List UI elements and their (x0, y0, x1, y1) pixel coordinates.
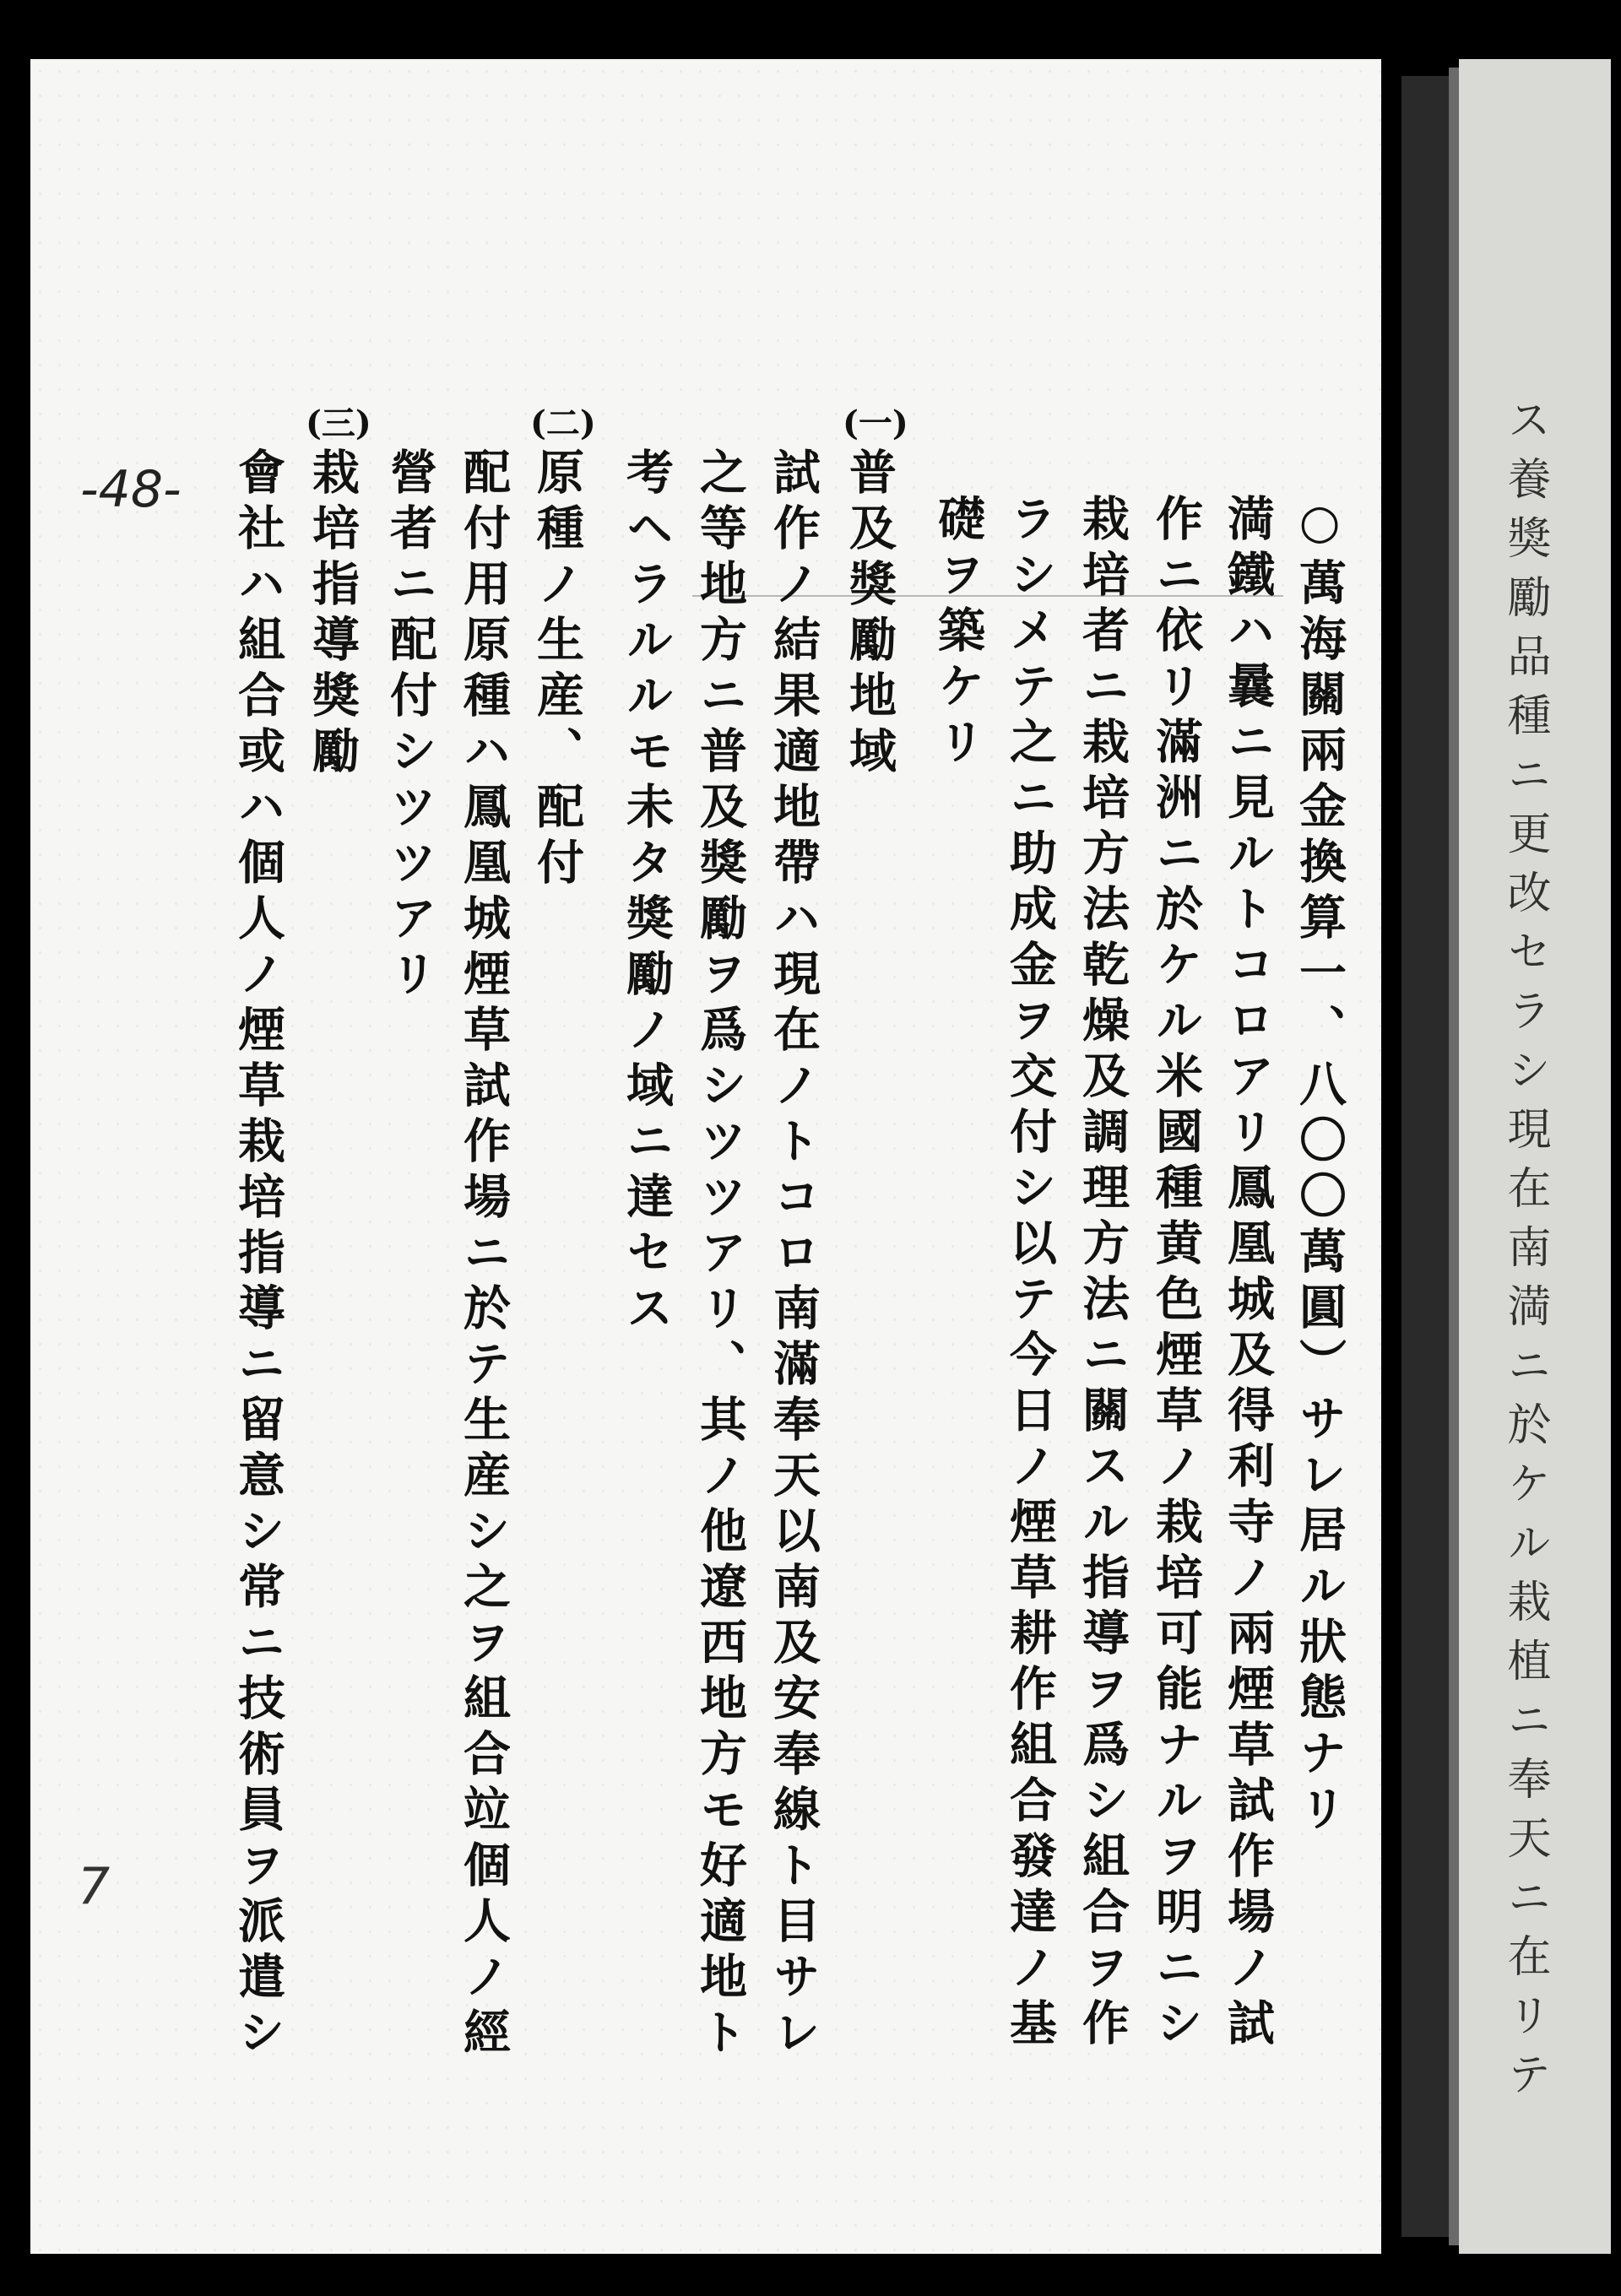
section-heading-1: 普及獎勵地域 (842, 447, 897, 782)
section-heading-2: 原種ノ生産、配付 (529, 447, 585, 893)
facing-page-text: ス養獎勵品種ニ更改セラシ現在南満ニ於ケル栽植ニ奉天ニ在リテ (1499, 397, 1550, 2110)
text-column-9: 之等地方ニ普及獎勵ヲ爲シツツアリ、其ノ他遼西地方モ好適地ト (692, 447, 748, 2063)
text-column-13: 營者ニ配付シツツアリ (382, 447, 438, 1004)
book-spine-edge (1449, 68, 1459, 2245)
book-spine (1401, 76, 1449, 2237)
text-column-2: 満鐵ハ曩ニ見ルトコロアリ鳳凰城及得利寺ノ兩煙草試作場ノ試 (1220, 494, 1276, 2054)
page-number: -48- (80, 460, 182, 519)
text-column-10: 考ヘラルルモ未タ獎勵ノ域ニ達セス (619, 447, 675, 1339)
text-column-12: 配付用原種ハ鳳凰城煙草試作場ニ於テ生産シ之ヲ組合竝個人ノ經 (456, 447, 512, 2063)
margin-mark: 7 (78, 1857, 111, 1916)
text-column-6: 礎ヲ築ケリ (930, 494, 986, 772)
text-column-1: ○萬海關兩金換算一、八〇〇萬圓）サレ居ル狀態ナリ (1292, 494, 1347, 1839)
section-marker-3: (三) (306, 403, 371, 443)
section-marker-2: (二) (530, 403, 596, 443)
text-column-5: ラシメテ之ニ助成金ヲ交付シ以テ今日ノ煙草耕作組合發達ノ基 (1002, 494, 1058, 2054)
text-column-8: 試作ノ結果適地帶ハ現在ノトコロ南滿奉天以南及安奉線ト目サレ (766, 447, 821, 2063)
text-column-15: 會社ハ組合或ハ個人ノ煙草栽培指導ニ留意シ常ニ技術員ヲ派遣シ (230, 447, 286, 2063)
section-heading-3: 栽培指導獎勵 (305, 447, 361, 782)
text-column-3: 作ニ依リ滿洲ニ於ケル米國種黄色煙草ノ栽培可能ナルヲ明ニシ (1148, 494, 1204, 2054)
text-column-4: 栽培者ニ栽培方法乾燥及調理方法ニ關スル指導ヲ爲シ組合ヲ作 (1075, 494, 1130, 2054)
section-marker-1: (一) (843, 403, 908, 443)
